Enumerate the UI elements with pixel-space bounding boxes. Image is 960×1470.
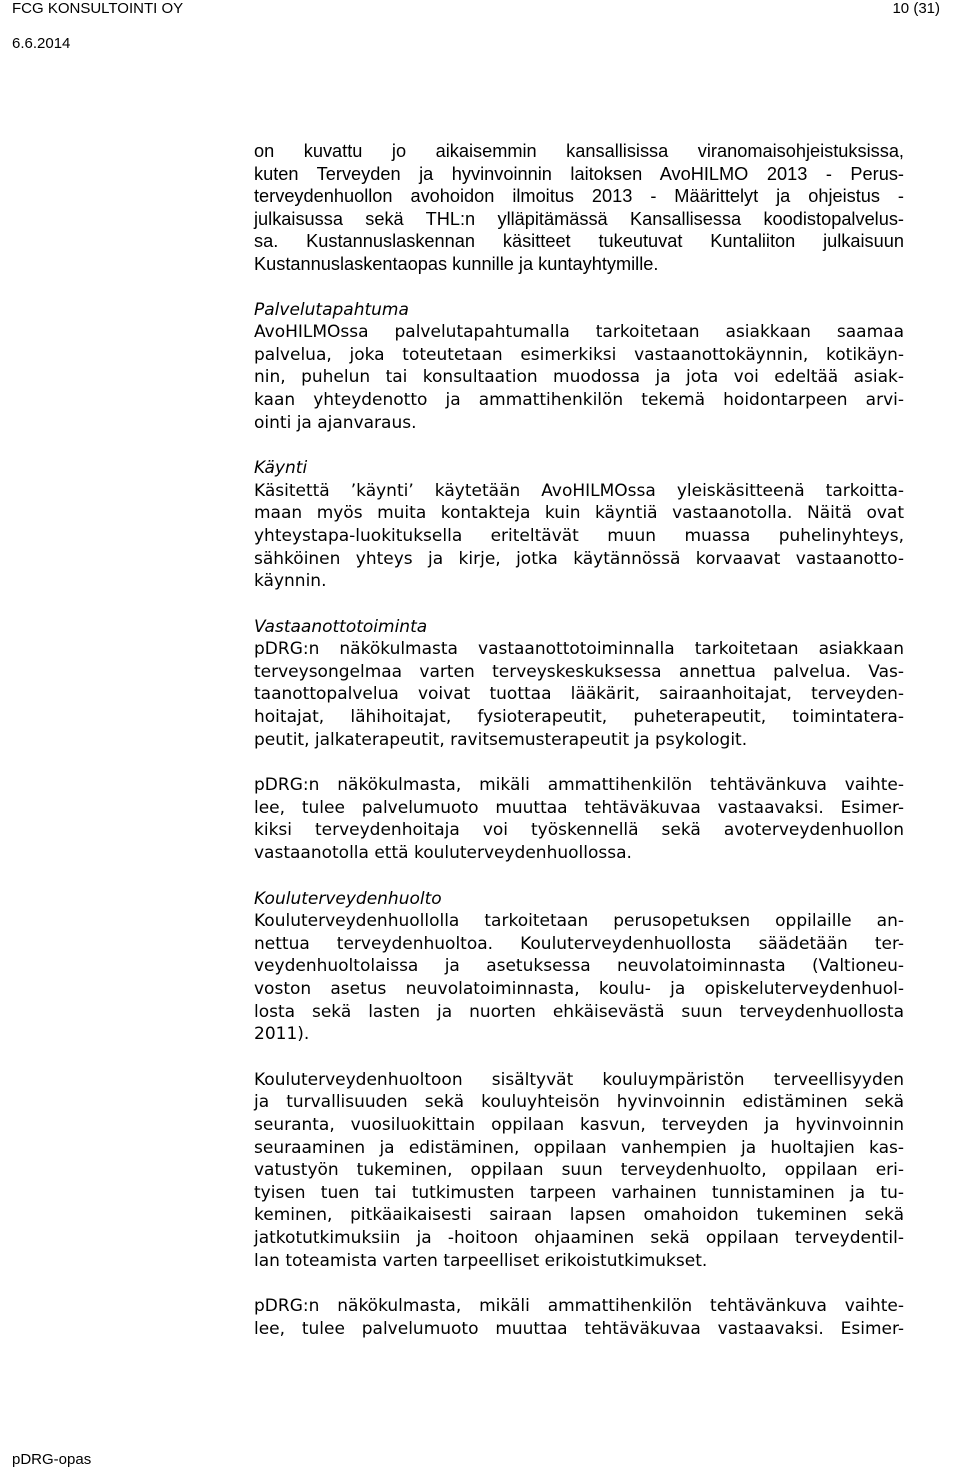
- text-line: losta sekä lasten ja nuorten ehkäisevästä suun terveydenhuollosta: [254, 1001, 904, 1022]
- text-line: sähköinen yhteys ja kirje, jotka käytännössä korvaavat vastaanotto-: [254, 548, 904, 569]
- text-line: sa. Kustannuslaskennan käsitteet tukeutuvat Kuntaliiton julkaisuun: [254, 231, 904, 252]
- text-line: veydenhuoltolaissa ja asetuksessa neuvolatoiminnasta (Valtioneu-: [254, 956, 904, 977]
- text-line: ja turvallisuuden sekä kouluyhteisön hyvinvoinnin edistäminen sekä: [254, 1092, 904, 1113]
- text-line: voston asetus neuvolatoiminnasta, koulu- ja opiskeluterveydenhuol-: [254, 979, 904, 999]
- text-line: pDRG:n näkökulmasta vastaanottotoiminnalla tarkoitetaan asiakkaan: [254, 639, 904, 660]
- text-line: tyisen tuen tai tutkimusten tarpeen varhainen tunnistaminen ja tu-: [254, 1182, 904, 1203]
- document-date: 6.6.2014: [12, 35, 71, 52]
- text-line: pDRG:n näkökulmasta, mikäli ammattihenkilön tehtävänkuva vaihte-: [254, 1296, 904, 1317]
- text-line: on kuvattu jo aikaisemmin kansallisissa viranomaisohjeistuksissa,: [254, 141, 904, 161]
- section-heading: Palvelutapahtuma: [254, 299, 409, 320]
- text-line: 2011).: [254, 1024, 310, 1045]
- text-line: lee, tulee palvelumuoto muuttaa tehtäväkuvaa vastaavaksi. Esimer-: [254, 797, 904, 818]
- section-heading: Vastaanottotoiminta: [254, 616, 428, 637]
- paragraph: [254, 1069, 904, 1272]
- footer-text: pDRG-opas: [12, 1451, 92, 1468]
- text-line: Kustannuslaskentaopas kunnille ja kuntayhtymille.: [254, 253, 659, 274]
- text-line: vatustyön tukeminen, oppilaan suun terveydenhuolto, oppilaan eri-: [254, 1160, 904, 1181]
- text-line: nin, puhelun tai konsultaation muodossa ja jota voi edeltää asiak-: [254, 367, 904, 388]
- text-line: pDRG:n näkökulmasta, mikäli ammattihenkilön tehtävänkuva vaihte-: [254, 775, 904, 796]
- section-heading: Käynti: [254, 458, 308, 479]
- page-number: 10 (31): [892, 0, 940, 17]
- text-line: käynnin.: [254, 571, 327, 592]
- text-line: terveysongelmaa varten terveyskeskuksessa annettua palvelua. Vas-: [254, 661, 904, 682]
- text-line: palvelua, joka toteutetaan esimerkiksi vastaanottokäynnin, kotikäyn-: [254, 344, 904, 365]
- text-line: peutit, jalkaterapeutit, ravitsemusterapeutit ja psykologit.: [254, 729, 748, 750]
- company-name: FCG KONSULTOINTI OY: [12, 0, 184, 17]
- text-line: keminen, pitkäaikaisesti sairaan lapsen omahoidon tukeminen sekä: [254, 1205, 904, 1226]
- paragraph: [254, 1295, 904, 1340]
- text-line: Kouluterveydenhuoltoon sisältyvät kouluympäristön terveellisyyden: [254, 1069, 904, 1090]
- document-body: [254, 140, 904, 1363]
- paragraph: [254, 140, 904, 276]
- text-line: hoitajat, lähihoitajat, fysioterapeutit, puheterapeutit, toimintatera-: [254, 707, 904, 728]
- text-line: kiksi terveydenhoitaja voi työskennellä sekä avoterveydenhuollon: [254, 820, 904, 841]
- section-heading: Kouluterveydenhuolto: [254, 888, 442, 909]
- text-line: vastaanotolla että kouluterveydenhuollossa.: [254, 843, 632, 864]
- text-line: seuranta, vuosiluokittain oppilaan kasvun, terveyden ja hyvinvoinnin: [254, 1114, 904, 1135]
- text-line: lan toteamista varten tarpeelliset erikoistutkimukset.: [254, 1250, 708, 1271]
- text-line: kaan yhteydenotto ja ammattihenkilön tekemä hoidontarpeen arvi-: [254, 389, 904, 410]
- text-line: nettua terveydenhuoltoa. Kouluterveydenhuollosta säädetään ter-: [254, 933, 904, 954]
- text-line: maan myös muita kontakteja kuin käyntiä vastaanotolla. Näitä ovat: [254, 503, 904, 524]
- paragraph: [254, 888, 904, 1046]
- text-line: yhteystapa-luokituksella eriteltävät muun muassa puhelinyhteys,: [254, 525, 904, 546]
- paragraph: [254, 616, 904, 752]
- text-line: Kouluterveydenhuollolla tarkoitetaan perusopetuksen oppilaille an-: [254, 911, 904, 932]
- text-line: taanottopalvelua voivat tuottaa lääkärit, sairaanhoitajat, terveyden-: [254, 684, 904, 705]
- text-line: seuraaminen ja edistäminen, oppilaan vanhempien ja huoltajien kas-: [254, 1137, 904, 1158]
- text-line: kuten Terveyden ja hyvinvoinnin laitoksen AvoHILMO 2013 - Perus-: [254, 163, 904, 184]
- paragraph: [254, 774, 904, 864]
- text-line: Käsitettä ’käynti’ käytetään AvoHILMOssa yleiskäsitteenä tarkoitta-: [254, 480, 904, 501]
- text-line: julkaisussa sekä THL:n ylläpitämässä Kansallisessa koodistopalvelus-: [254, 208, 904, 229]
- text-line: terveydenhuollon avohoidon ilmoitus 2013 - Määrittelyt ja ohjeistus -: [254, 186, 904, 207]
- text-line: ointi ja ajanvaraus.: [254, 412, 417, 433]
- paragraph: [254, 457, 904, 593]
- paragraph: [254, 299, 904, 435]
- text-line: lee, tulee palvelumuoto muuttaa tehtäväkuvaa vastaavaksi. Esimer-: [254, 1318, 904, 1339]
- text-line: AvoHILMOssa palvelutapahtumalla tarkoitetaan asiakkaan saamaa: [254, 322, 904, 343]
- text-line: jatkotutkimuksiin ja -hoitoon ohjaaminen sekä oppilaan terveydentil-: [254, 1227, 904, 1248]
